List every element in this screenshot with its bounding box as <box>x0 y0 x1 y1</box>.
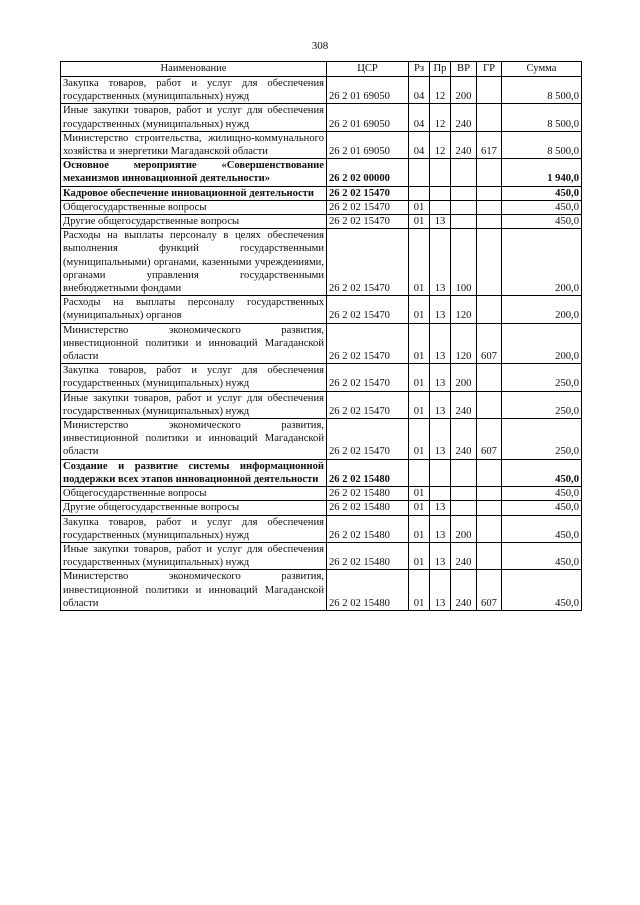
cell-vr: 240 <box>451 570 477 611</box>
table-row <box>61 200 582 214</box>
cell-pr <box>430 200 451 214</box>
cell-name: Расходы на выплаты персоналу государственных (муниципальных) органов <box>61 296 327 323</box>
cell-gr <box>477 487 502 501</box>
cell-gr <box>477 159 502 186</box>
table-row <box>61 570 582 611</box>
cell-vr <box>451 159 477 186</box>
header-pr: Пр <box>430 62 451 77</box>
header-gr: ГР <box>477 62 502 77</box>
cell-vr: 240 <box>451 391 477 418</box>
cell-csr: 26 2 02 15480 <box>327 542 409 569</box>
cell-vr: 200 <box>451 515 477 542</box>
cell-vr <box>451 501 477 515</box>
cell-pr: 13 <box>430 542 451 569</box>
cell-pr: 13 <box>430 515 451 542</box>
cell-vr <box>451 200 477 214</box>
cell-sum: 450,0 <box>502 459 582 486</box>
cell-gr <box>477 364 502 391</box>
cell-vr <box>451 215 477 229</box>
cell-vr <box>451 487 477 501</box>
cell-name: Общегосударственные вопросы <box>61 200 327 214</box>
table-row <box>61 542 582 569</box>
table-row <box>61 229 582 296</box>
header-name: Наименование <box>61 62 327 77</box>
cell-name: Закупка товаров, работ и услуг для обеспечения государственных (муниципальных) нужд <box>61 515 327 542</box>
cell-pr: 13 <box>430 501 451 515</box>
cell-vr: 240 <box>451 542 477 569</box>
cell-rz <box>409 186 430 200</box>
cell-vr: 200 <box>451 77 477 104</box>
cell-gr: 607 <box>477 419 502 460</box>
table-row <box>61 104 582 131</box>
table-row <box>61 364 582 391</box>
cell-name: Создание и развитие системы информационной поддержки всех этапов инновационной деятельности <box>61 459 327 486</box>
cell-name: Министерство экономического развития, инвестиционной политики и инноваций Магаданской области <box>61 323 327 364</box>
cell-sum: 450,0 <box>502 487 582 501</box>
cell-gr: 607 <box>477 570 502 611</box>
cell-name: Закупка товаров, работ и услуг для обеспечения государственных (муниципальных) нужд <box>61 77 327 104</box>
budget-table <box>60 61 582 611</box>
cell-sum: 8 500,0 <box>502 131 582 158</box>
cell-gr <box>477 77 502 104</box>
cell-name: Закупка товаров, работ и услуг для обеспечения государственных (муниципальных) нужд <box>61 364 327 391</box>
cell-rz: 01 <box>409 215 430 229</box>
cell-name: Министерство экономического развития, инвестиционной политики и инноваций Магаданской области <box>61 570 327 611</box>
table-row <box>61 159 582 186</box>
cell-csr: 26 2 02 15480 <box>327 459 409 486</box>
cell-rz: 01 <box>409 200 430 214</box>
cell-gr <box>477 501 502 515</box>
cell-gr <box>477 229 502 296</box>
cell-sum: 1 940,0 <box>502 159 582 186</box>
cell-name: Кадровое обеспечение инновационной деятельности <box>61 186 327 200</box>
cell-gr: 607 <box>477 323 502 364</box>
cell-sum: 450,0 <box>502 186 582 200</box>
table-row <box>61 323 582 364</box>
cell-rz: 01 <box>409 501 430 515</box>
cell-csr: 26 2 02 15480 <box>327 570 409 611</box>
cell-vr <box>451 186 477 200</box>
cell-gr <box>477 296 502 323</box>
cell-name: Иные закупки товаров, работ и услуг для обеспечения государственных (муниципальных) нужд <box>61 104 327 131</box>
cell-rz: 01 <box>409 391 430 418</box>
cell-sum: 450,0 <box>502 501 582 515</box>
table-body <box>61 77 582 611</box>
cell-vr: 120 <box>451 296 477 323</box>
cell-pr: 13 <box>430 570 451 611</box>
cell-csr: 26 2 02 15480 <box>327 487 409 501</box>
cell-pr <box>430 459 451 486</box>
cell-rz: 01 <box>409 487 430 501</box>
cell-rz: 01 <box>409 229 430 296</box>
cell-csr: 26 2 02 15470 <box>327 419 409 460</box>
cell-gr <box>477 200 502 214</box>
cell-pr: 13 <box>430 296 451 323</box>
cell-name: Иные закупки товаров, работ и услуг для обеспечения государственных (муниципальных) нужд <box>61 391 327 418</box>
cell-vr: 100 <box>451 229 477 296</box>
cell-rz: 01 <box>409 515 430 542</box>
cell-pr: 13 <box>430 364 451 391</box>
cell-csr: 26 2 02 15470 <box>327 215 409 229</box>
cell-vr: 240 <box>451 419 477 460</box>
header-sum: Сумма <box>502 62 582 77</box>
cell-rz: 04 <box>409 104 430 131</box>
cell-name: Другие общегосударственные вопросы <box>61 501 327 515</box>
cell-pr <box>430 159 451 186</box>
cell-csr: 26 2 02 15470 <box>327 391 409 418</box>
cell-sum: 250,0 <box>502 419 582 460</box>
cell-csr: 26 2 02 15480 <box>327 501 409 515</box>
cell-name: Основное мероприятие «Совершенствование механизмов инновационной деятельности» <box>61 159 327 186</box>
cell-rz: 01 <box>409 323 430 364</box>
cell-pr: 13 <box>430 391 451 418</box>
table-row <box>61 515 582 542</box>
cell-gr <box>477 459 502 486</box>
cell-pr: 13 <box>430 323 451 364</box>
cell-sum: 200,0 <box>502 296 582 323</box>
cell-name: Министерство экономического развития, инвестиционной политики и инноваций Магаданской области <box>61 419 327 460</box>
cell-gr <box>477 186 502 200</box>
table-row <box>61 391 582 418</box>
table-row <box>61 296 582 323</box>
cell-rz: 04 <box>409 131 430 158</box>
table-row <box>61 487 582 501</box>
cell-rz: 01 <box>409 364 430 391</box>
cell-rz: 01 <box>409 296 430 323</box>
cell-sum: 8 500,0 <box>502 77 582 104</box>
cell-sum: 450,0 <box>502 215 582 229</box>
cell-sum: 450,0 <box>502 542 582 569</box>
cell-csr: 26 2 02 15480 <box>327 515 409 542</box>
table-header-row <box>61 62 582 77</box>
cell-vr: 240 <box>451 104 477 131</box>
table-row <box>61 215 582 229</box>
table-row <box>61 501 582 515</box>
cell-name: Министерство строительства, жилищно-коммунального хозяйства и энергетики Магаданской области <box>61 131 327 158</box>
cell-gr <box>477 515 502 542</box>
cell-csr: 26 2 01 69050 <box>327 131 409 158</box>
cell-name: Другие общегосударственные вопросы <box>61 215 327 229</box>
cell-sum: 8 500,0 <box>502 104 582 131</box>
cell-pr: 12 <box>430 131 451 158</box>
cell-pr: 13 <box>430 215 451 229</box>
cell-sum: 250,0 <box>502 364 582 391</box>
cell-pr <box>430 186 451 200</box>
cell-rz: 04 <box>409 77 430 104</box>
table-row <box>61 186 582 200</box>
cell-rz: 01 <box>409 542 430 569</box>
cell-name: Расходы на выплаты персоналу в целях обеспечения выполнения функций государственными (муниципальными) органами, казенными учреждениями, органами управления государственными внебюджетными фондами <box>61 229 327 296</box>
cell-rz <box>409 159 430 186</box>
header-csr: ЦСР <box>327 62 409 77</box>
cell-pr <box>430 487 451 501</box>
cell-csr: 26 2 02 00000 <box>327 159 409 186</box>
cell-sum: 450,0 <box>502 515 582 542</box>
table-row <box>61 131 582 158</box>
cell-csr: 26 2 02 15470 <box>327 296 409 323</box>
cell-gr: 617 <box>477 131 502 158</box>
cell-gr <box>477 391 502 418</box>
cell-pr: 13 <box>430 419 451 460</box>
cell-rz <box>409 459 430 486</box>
cell-vr <box>451 459 477 486</box>
table-row <box>61 77 582 104</box>
cell-sum: 450,0 <box>502 570 582 611</box>
cell-gr <box>477 215 502 229</box>
cell-csr: 26 2 02 15470 <box>327 200 409 214</box>
cell-gr <box>477 542 502 569</box>
cell-gr <box>477 104 502 131</box>
cell-csr: 26 2 02 15470 <box>327 364 409 391</box>
cell-vr: 240 <box>451 131 477 158</box>
page-number: 308 <box>311 40 329 52</box>
cell-vr: 200 <box>451 364 477 391</box>
cell-csr: 26 2 01 69050 <box>327 104 409 131</box>
cell-rz: 01 <box>409 570 430 611</box>
cell-csr: 26 2 02 15470 <box>327 229 409 296</box>
cell-pr: 12 <box>430 104 451 131</box>
cell-name: Иные закупки товаров, работ и услуг для обеспечения государственных (муниципальных) нужд <box>61 542 327 569</box>
cell-sum: 450,0 <box>502 200 582 214</box>
header-vr: ВР <box>451 62 477 77</box>
table-row <box>61 459 582 486</box>
cell-sum: 200,0 <box>502 323 582 364</box>
cell-rz: 01 <box>409 419 430 460</box>
header-rz: Рз <box>409 62 430 77</box>
cell-pr: 13 <box>430 229 451 296</box>
cell-csr: 26 2 02 15470 <box>327 323 409 364</box>
cell-csr: 26 2 01 69050 <box>327 77 409 104</box>
cell-vr: 120 <box>451 323 477 364</box>
cell-name: Общегосударственные вопросы <box>61 487 327 501</box>
table-row <box>61 419 582 460</box>
cell-sum: 250,0 <box>502 391 582 418</box>
cell-pr: 12 <box>430 77 451 104</box>
cell-sum: 200,0 <box>502 229 582 296</box>
cell-csr: 26 2 02 15470 <box>327 186 409 200</box>
